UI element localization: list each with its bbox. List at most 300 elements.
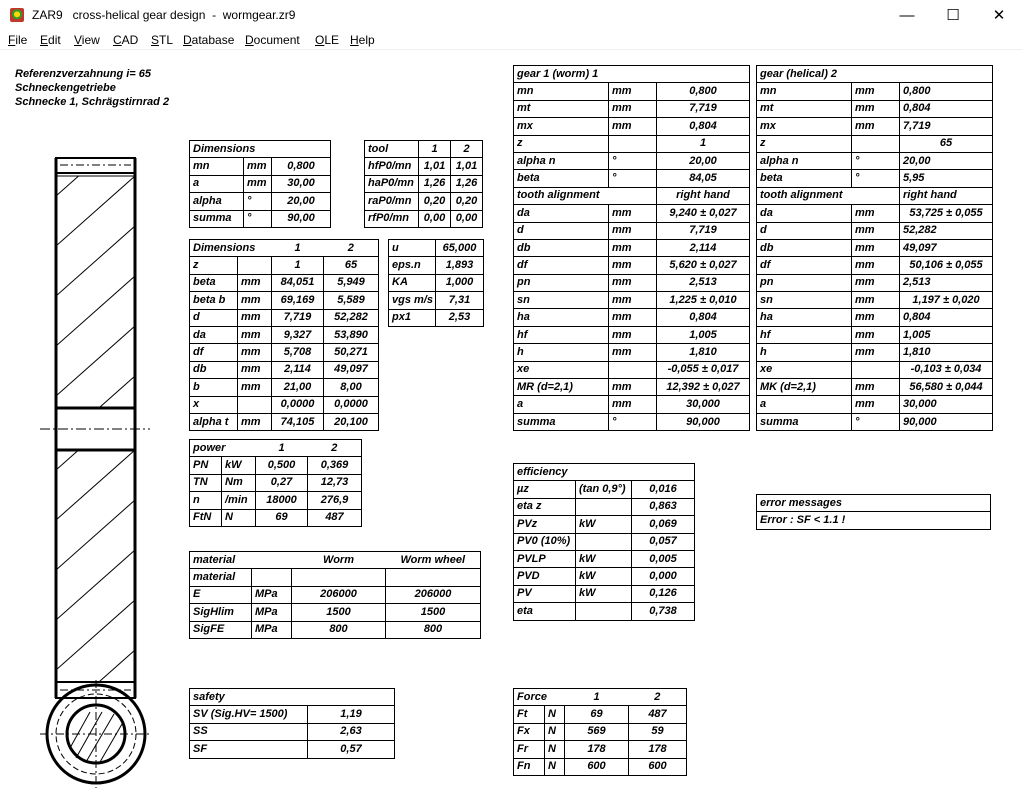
table-cell: MPa — [252, 604, 292, 621]
ratio-table — [388, 239, 484, 327]
table-row — [757, 66, 993, 83]
table-cell: 1,005 — [900, 326, 993, 343]
table-row — [757, 361, 993, 378]
table-row — [190, 175, 331, 192]
table-cell: xe — [757, 361, 852, 378]
table-cell: SF — [190, 741, 308, 758]
table-cell: z — [514, 135, 609, 152]
table-row — [514, 170, 750, 187]
table-row — [190, 706, 395, 723]
table-cell: mm — [852, 326, 900, 343]
table-cell: 69 — [256, 509, 308, 526]
table-cell: 1500 — [386, 604, 481, 621]
table-cell: 20,00 — [657, 152, 750, 169]
table-row — [190, 492, 362, 509]
table-cell: mm — [852, 257, 900, 274]
table-row — [190, 326, 379, 343]
table-cell: PVD — [514, 568, 576, 585]
table-cell: 0,126 — [632, 585, 695, 602]
table-cell: 1 — [272, 240, 324, 257]
table-cell: 2,63 — [308, 723, 395, 740]
table-cell: 600 — [565, 758, 629, 775]
table-row — [190, 604, 481, 621]
table-cell: 90,000 — [900, 413, 993, 430]
table-cell: 0,00 — [419, 210, 451, 227]
table-cell: 487 — [308, 509, 362, 526]
table-row — [514, 152, 750, 169]
table-cell: hfP0/mn — [365, 158, 419, 175]
table-cell: SigHlim — [190, 604, 252, 621]
table-cell: N — [545, 741, 565, 758]
table-cell: a — [514, 396, 609, 413]
menu-cad[interactable]: CAD — [113, 33, 139, 47]
table-cell: 50,271 — [324, 344, 379, 361]
table-cell: 49,097 — [324, 361, 379, 378]
table-row — [190, 509, 362, 526]
table-cell: N — [545, 706, 565, 723]
table-cell: ° — [244, 210, 272, 227]
table-row — [190, 474, 362, 491]
menu-edit[interactable]: Edit — [40, 33, 61, 47]
table-cell: 600 — [629, 758, 687, 775]
title-bar — [0, 0, 1022, 30]
table-cell: 0,27 — [256, 474, 308, 491]
table-row — [190, 309, 379, 326]
table-cell: mn — [757, 83, 852, 100]
table-cell: sn — [514, 292, 609, 309]
table-cell: PVz — [514, 516, 576, 533]
maximize-button[interactable]: ☐ — [946, 7, 960, 24]
table-cell: 569 — [565, 723, 629, 740]
menu-help[interactable]: Help — [350, 33, 375, 47]
table-cell: 1,26 — [419, 175, 451, 192]
close-button[interactable]: ✕ — [992, 7, 1006, 24]
table-cell: right hand — [657, 187, 750, 204]
table-cell: a — [757, 396, 852, 413]
table-cell: Nm — [222, 474, 256, 491]
table-cell: px1 — [389, 309, 436, 326]
table-cell: 1,01 — [419, 158, 451, 175]
table-cell: 9,327 — [272, 326, 324, 343]
table-row — [514, 100, 750, 117]
table-cell: mn — [190, 158, 244, 175]
table-cell: h — [757, 344, 852, 361]
table-cell: PVLP — [514, 550, 576, 567]
table-cell: 2,114 — [272, 361, 324, 378]
table-cell: kW — [576, 568, 632, 585]
table-cell: ° — [609, 413, 657, 430]
table-cell: 1,810 — [900, 344, 993, 361]
table-cell: FtN — [190, 509, 222, 526]
table-cell: 12,392 ± 0,027 — [657, 379, 750, 396]
table-cell: 8,00 — [324, 379, 379, 396]
table-cell: 0,863 — [632, 498, 695, 515]
table-cell: z — [190, 257, 238, 274]
table-cell: Worm — [292, 552, 386, 569]
table-cell — [609, 361, 657, 378]
table-row — [190, 379, 379, 396]
table-cell — [222, 440, 256, 457]
table-row — [190, 689, 395, 706]
table-cell — [852, 187, 900, 204]
table-cell: 1 — [565, 689, 629, 706]
table-cell: 50,106 ± 0,055 — [900, 257, 993, 274]
table-cell: Force — [514, 689, 545, 706]
table-row — [514, 361, 750, 378]
table-cell: vgs m/s — [389, 292, 436, 309]
table-cell: z — [757, 135, 852, 152]
table-cell: N — [545, 723, 565, 740]
table-cell: 84,051 — [272, 274, 324, 291]
header-line: Schnecke 1, Schrägstirnrad 2 — [15, 96, 170, 108]
dimensions-basic-table — [189, 140, 331, 228]
table-cell: da — [514, 205, 609, 222]
table-cell: 65,000 — [436, 240, 484, 257]
window-title: ZAR9 cross-helical gear design - wormgear.zr9 — [32, 8, 296, 22]
table-cell: SigFE — [190, 621, 252, 638]
table-cell: 69 — [565, 706, 629, 723]
table-row — [757, 118, 993, 135]
table-row — [514, 396, 750, 413]
table-cell: ° — [852, 413, 900, 430]
table-cell: mm — [244, 158, 272, 175]
table-cell: alpha n — [757, 152, 852, 169]
table-cell: tool — [365, 141, 419, 158]
table-cell: 1,225 ± 0,010 — [657, 292, 750, 309]
table-cell: db — [190, 361, 238, 378]
table-cell: Dimensions — [190, 240, 238, 257]
table-row — [190, 141, 331, 158]
table-cell: mm — [852, 292, 900, 309]
table-row — [514, 585, 695, 602]
table-row — [757, 495, 991, 512]
table-cell: mm — [852, 379, 900, 396]
table-cell: (tan 0,9°) — [576, 481, 632, 498]
table-cell: x — [190, 396, 238, 413]
table-row — [757, 344, 993, 361]
table-cell: 0,20 — [451, 193, 483, 210]
table-row — [190, 193, 331, 210]
table-cell: d — [514, 222, 609, 239]
table-cell: mm — [609, 379, 657, 396]
table-row — [757, 187, 993, 204]
table-row — [757, 512, 991, 529]
table-cell: mm — [609, 83, 657, 100]
table-cell: Fr — [514, 741, 545, 758]
table-cell: material — [190, 569, 252, 586]
table-cell: 7,719 — [272, 309, 324, 326]
table-cell: mm — [238, 326, 272, 343]
table-cell: 0,804 — [900, 309, 993, 326]
table-cell: 30,000 — [900, 396, 993, 413]
table-cell: 0,0000 — [324, 396, 379, 413]
table-row — [514, 135, 750, 152]
table-cell: db — [757, 239, 852, 256]
table-cell: d — [190, 309, 238, 326]
table-row — [514, 83, 750, 100]
table-cell: df — [757, 257, 852, 274]
table-cell: mm — [852, 239, 900, 256]
table-row — [190, 274, 379, 291]
table-cell: N — [222, 509, 256, 526]
table-cell: SS — [190, 723, 308, 740]
table-cell — [238, 257, 272, 274]
force-table — [513, 688, 687, 776]
table-row — [757, 257, 993, 274]
table-row — [190, 158, 331, 175]
table-row — [190, 569, 481, 586]
table-cell: mm — [609, 118, 657, 135]
table-cell — [238, 396, 272, 413]
table-cell — [852, 361, 900, 378]
dimensions-gear-table — [189, 239, 379, 431]
table-cell: 5,949 — [324, 274, 379, 291]
table-cell: 0,800 — [900, 83, 993, 100]
table-row — [190, 440, 362, 457]
table-row — [190, 621, 481, 638]
table-cell: mm — [852, 396, 900, 413]
table-cell: 5,95 — [900, 170, 993, 187]
header-line: Referenzverzahnung i= 65 — [15, 68, 152, 80]
table-cell: 90,00 — [272, 210, 331, 227]
table-cell: 0,804 — [657, 118, 750, 135]
table-cell: kW — [576, 585, 632, 602]
table-row — [190, 361, 379, 378]
table-row — [514, 758, 687, 775]
table-row — [365, 210, 483, 227]
table-cell: sn — [757, 292, 852, 309]
document-header — [15, 67, 169, 109]
minimize-button[interactable]: — — [899, 6, 915, 24]
table-cell: 0,016 — [632, 481, 695, 498]
table-cell: PV — [514, 585, 576, 602]
table-cell: mm — [238, 292, 272, 309]
table-row — [190, 257, 379, 274]
table-cell: df — [190, 344, 238, 361]
table-cell: mm — [609, 100, 657, 117]
table-cell: 20,00 — [272, 193, 331, 210]
table-cell: 1,26 — [451, 175, 483, 192]
table-cell: alpha t — [190, 413, 238, 430]
table-cell: mm — [609, 396, 657, 413]
table-cell: 5,589 — [324, 292, 379, 309]
table-row — [757, 379, 993, 396]
table-cell: 0,800 — [657, 83, 750, 100]
table-cell: mm — [852, 83, 900, 100]
table-cell: E — [190, 586, 252, 603]
table-cell: mm — [238, 344, 272, 361]
menu-view[interactable]: View — [74, 33, 100, 47]
table-row — [514, 187, 750, 204]
table-cell: MR (d=2,1) — [514, 379, 609, 396]
table-cell: n — [190, 492, 222, 509]
table-row — [365, 193, 483, 210]
table-cell: error messages — [757, 495, 991, 512]
table-cell: pn — [514, 274, 609, 291]
table-cell: eta — [514, 603, 576, 620]
table-row — [190, 396, 379, 413]
table-cell: 1,893 — [436, 257, 484, 274]
power-table — [189, 439, 362, 527]
table-row — [514, 274, 750, 291]
table-cell: 178 — [629, 741, 687, 758]
table-cell: 0,804 — [900, 100, 993, 117]
table-cell: 0,057 — [632, 533, 695, 550]
table-row — [389, 292, 484, 309]
table-cell: rfP0/mn — [365, 210, 419, 227]
table-cell: 90,000 — [657, 413, 750, 430]
table-cell — [576, 533, 632, 550]
table-cell: 1,197 ± 0,020 — [900, 292, 993, 309]
table-cell: ° — [609, 170, 657, 187]
menu-ole[interactable]: OLE — [315, 33, 340, 47]
table-row — [757, 205, 993, 222]
table-cell: 1 — [256, 440, 308, 457]
table-cell: mm — [852, 118, 900, 135]
table-cell: Fn — [514, 758, 545, 775]
table-cell: mm — [852, 309, 900, 326]
table-cell: mm — [609, 326, 657, 343]
table-cell: mm — [609, 257, 657, 274]
table-cell: 0,005 — [632, 550, 695, 567]
table-cell: mm — [852, 344, 900, 361]
table-cell: da — [190, 326, 238, 343]
table-cell: µz — [514, 481, 576, 498]
table-cell: 52,282 — [900, 222, 993, 239]
table-row — [757, 274, 993, 291]
table-cell: 1,01 — [451, 158, 483, 175]
table-cell: xe — [514, 361, 609, 378]
table-row — [514, 550, 695, 567]
table-cell: PN — [190, 457, 222, 474]
table-cell: haP0/mn — [365, 175, 419, 192]
table-cell — [576, 603, 632, 620]
table-cell: 178 — [565, 741, 629, 758]
table-cell: u — [389, 240, 436, 257]
table-row — [514, 66, 750, 83]
table-cell: alpha — [190, 193, 244, 210]
table-cell — [576, 498, 632, 515]
table-cell: df — [514, 257, 609, 274]
table-row — [514, 205, 750, 222]
table-cell: gear (helical) 2 — [757, 66, 993, 83]
table-cell: 800 — [386, 621, 481, 638]
efficiency-table — [513, 463, 695, 621]
table-cell: 206000 — [292, 586, 386, 603]
table-cell: 5,620 ± 0,027 — [657, 257, 750, 274]
header-line: Schneckengetriebe — [15, 82, 116, 94]
table-cell: mx — [514, 118, 609, 135]
table-cell: kW — [576, 550, 632, 567]
table-cell: 53,725 ± 0,055 — [900, 205, 993, 222]
table-cell: mm — [238, 274, 272, 291]
table-cell: mm — [609, 309, 657, 326]
table-cell: /min — [222, 492, 256, 509]
table-cell: 2,114 — [657, 239, 750, 256]
table-cell: Worm wheel — [386, 552, 481, 569]
table-cell: 7,719 — [657, 222, 750, 239]
table-row — [389, 274, 484, 291]
table-cell: d — [757, 222, 852, 239]
table-cell: ha — [514, 309, 609, 326]
table-cell — [545, 689, 565, 706]
table-cell: mm — [609, 274, 657, 291]
table-cell: summa — [190, 210, 244, 227]
table-row — [190, 210, 331, 227]
table-row — [514, 481, 695, 498]
table-row — [389, 257, 484, 274]
table-cell: hf — [757, 326, 852, 343]
table-cell: mm — [609, 239, 657, 256]
menu-bar — [0, 30, 1022, 50]
table-cell: 74,105 — [272, 413, 324, 430]
table-cell: 2 — [629, 689, 687, 706]
table-row — [757, 292, 993, 309]
table-cell: summa — [514, 413, 609, 430]
table-cell: 0,000 — [632, 568, 695, 585]
table-cell: 1 — [657, 135, 750, 152]
table-header: Dimensions — [190, 141, 331, 158]
menu-document[interactable]: Document — [245, 33, 300, 47]
table-cell: 7,719 — [900, 118, 993, 135]
menu-stl[interactable]: STL — [151, 33, 174, 47]
table-cell: 0,57 — [308, 741, 395, 758]
table-cell: 69,169 — [272, 292, 324, 309]
table-cell: 0,0000 — [272, 396, 324, 413]
table-cell: mm — [238, 379, 272, 396]
table-cell: mm — [609, 344, 657, 361]
table-row — [757, 152, 993, 169]
table-row — [757, 239, 993, 256]
table-cell: 56,580 ± 0,044 — [900, 379, 993, 396]
tool-table — [364, 140, 483, 228]
safety-table — [189, 688, 395, 759]
table-cell: summa — [757, 413, 852, 430]
table-cell: 1,810 — [657, 344, 750, 361]
table-row — [514, 533, 695, 550]
table-cell: 276,9 — [308, 492, 362, 509]
table-cell: 21,00 — [272, 379, 324, 396]
table-cell: mm — [852, 222, 900, 239]
table-row — [514, 257, 750, 274]
table-cell: 1,19 — [308, 706, 395, 723]
table-cell — [852, 135, 900, 152]
table-cell: kW — [576, 516, 632, 533]
table-row — [190, 413, 379, 430]
table-cell: beta b — [190, 292, 238, 309]
table-cell — [609, 187, 657, 204]
table-row — [190, 586, 481, 603]
table-cell: b — [190, 379, 238, 396]
table-cell: hf — [514, 326, 609, 343]
gear2-table — [756, 65, 993, 431]
table-cell — [609, 135, 657, 152]
table-row — [190, 344, 379, 361]
table-cell: -0,103 ± 0,034 — [900, 361, 993, 378]
table-cell: 2,53 — [436, 309, 484, 326]
menu-database[interactable]: Database — [183, 33, 235, 47]
menu-file[interactable]: File — [8, 33, 28, 47]
table-cell: 487 — [629, 706, 687, 723]
table-cell: 7,719 — [657, 100, 750, 117]
table-row — [514, 706, 687, 723]
table-row — [514, 689, 687, 706]
table-cell: mm — [238, 413, 272, 430]
table-cell: db — [514, 239, 609, 256]
table-cell: ° — [609, 152, 657, 169]
app-icon[interactable] — [10, 8, 24, 22]
table-row — [757, 326, 993, 343]
